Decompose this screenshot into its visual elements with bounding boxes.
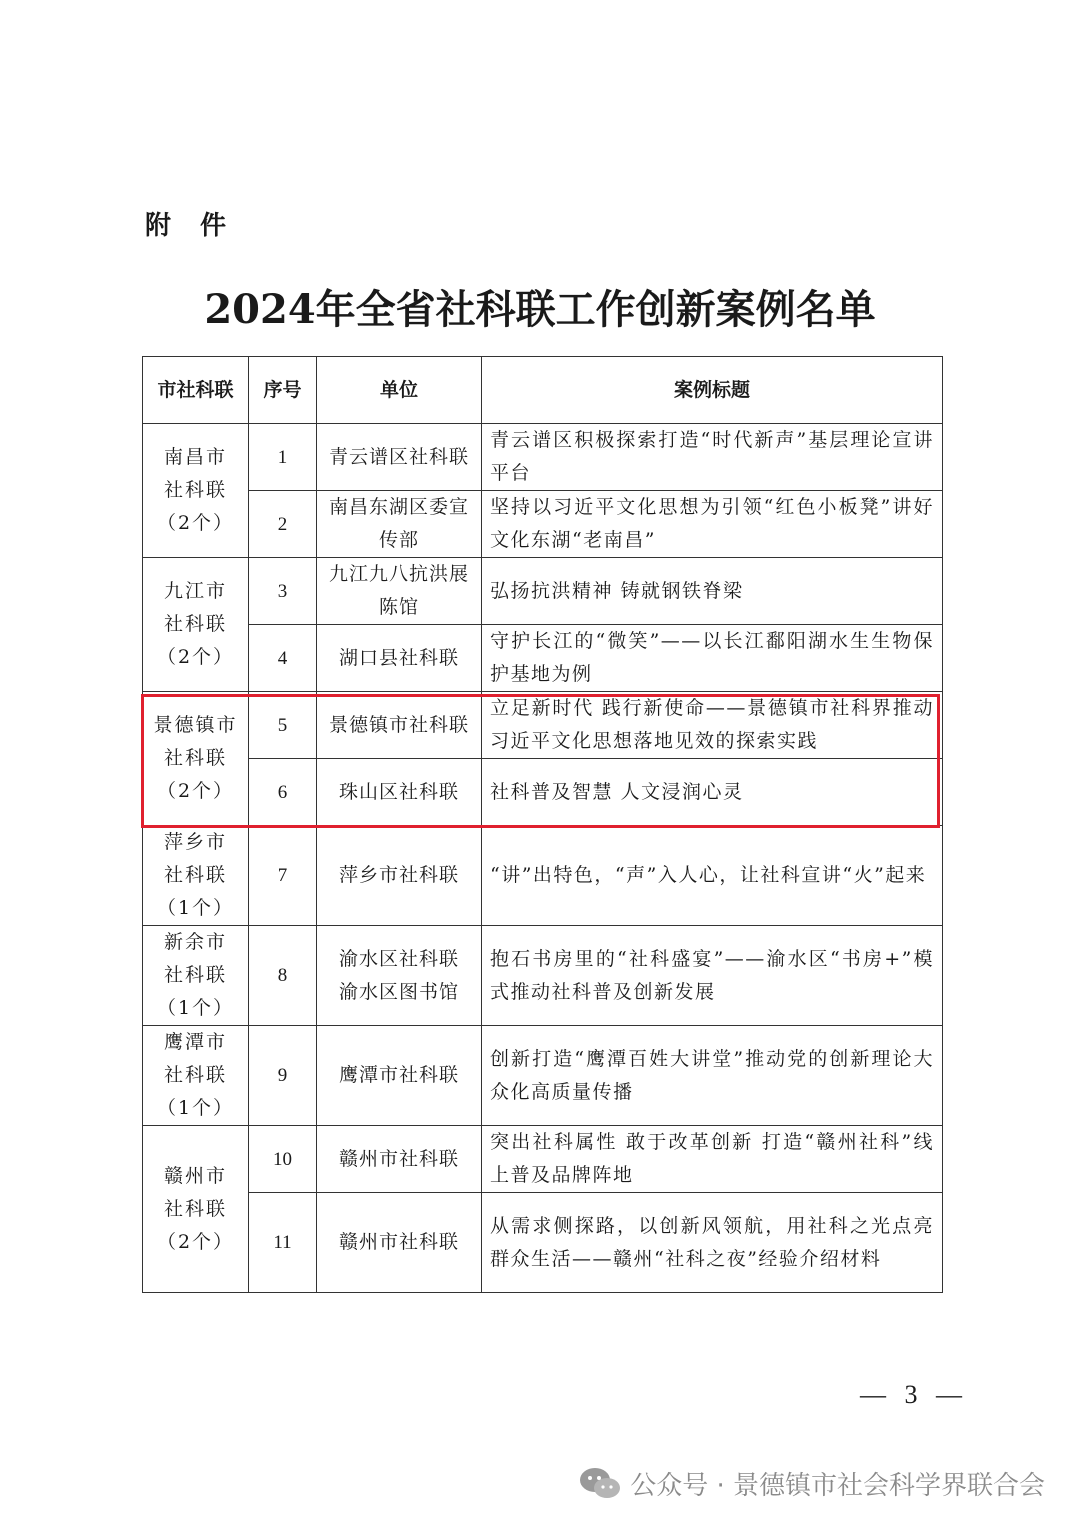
city-cell (143, 1126, 249, 1293)
table-row (143, 926, 943, 1026)
city-line: （2个） (156, 1230, 235, 1253)
seq-cell: 10 (249, 1126, 317, 1193)
unit-cell: 九江九八抗洪展陈馆 (317, 558, 482, 625)
case-title-cell: “讲”出特色，“声”入人心，让社科宣讲“火”起来 (482, 826, 943, 926)
city-line: 赣州市 (163, 1164, 227, 1187)
table-row (143, 625, 943, 692)
seq-cell: 11 (249, 1193, 317, 1293)
city-line: 鹰潭市 (163, 1031, 227, 1053)
table-row (143, 1026, 943, 1126)
unit-cell: 渝水区社科联 渝水区图书馆 (317, 926, 482, 1026)
unit-cell: 鹰潭市社科联 (317, 1026, 482, 1126)
case-title-cell: 抱石书房里的“社科盛宴”——渝水区“书房+”模式推动社科普及创新发展 (482, 926, 943, 1026)
case-title-cell: 坚持以习近平文化思想为引领“红色小板凳”讲好文化东湖“老南昌” (482, 491, 943, 558)
city-line: （2个） (156, 512, 235, 534)
table-row (143, 692, 943, 759)
city-line: （1个） (156, 1097, 235, 1119)
header-unit: 单位 (317, 357, 482, 424)
header-case: 案例标题 (482, 357, 943, 424)
city-line: 南昌市 (163, 446, 227, 468)
seq-cell: 4 (249, 625, 317, 692)
case-title-cell: 从需求侧探路，以创新风领航，用社科之光点亮群众生活——赣州“社科之夜”经验介绍材料 (482, 1193, 943, 1293)
city-line: （2个） (156, 646, 235, 668)
header-seq: 序号 (249, 357, 317, 424)
city-line: 社科联 (163, 1197, 227, 1220)
case-title-cell: 立足新时代 践行新使命——景德镇市社科界推动习近平文化思想落地见效的探索实践 (482, 692, 943, 759)
table-row (143, 1193, 943, 1293)
unit-cell: 珠山区社科联 (317, 759, 482, 826)
table-row (143, 759, 943, 826)
seq-cell: 1 (249, 424, 317, 491)
city-line: （1个） (156, 997, 235, 1019)
page-number: — 3 — (860, 1380, 968, 1409)
unit-cell: 湖口县社科联 (317, 625, 482, 692)
city-line: 社科联 (163, 864, 227, 886)
case-title-cell: 守护长江的“微笑”——以长江鄱阳湖水生生物保护基地为例 (482, 625, 943, 692)
case-title-cell: 社科普及智慧 人文浸润心灵 (482, 759, 943, 826)
city-cell (143, 558, 249, 692)
city-line: 社科联 (163, 747, 227, 769)
attachment-label: 附 件 (145, 211, 237, 241)
unit-cell: 景德镇市社科联 (317, 692, 482, 759)
case-table (142, 356, 943, 1293)
seq-cell: 5 (249, 692, 317, 759)
table-row (143, 826, 943, 926)
seq-cell: 9 (249, 1026, 317, 1126)
table-row (143, 558, 943, 625)
city-line: 社科联 (163, 964, 227, 986)
table-row (143, 1126, 943, 1193)
table-header-row (143, 357, 943, 424)
city-line: 九江市 (163, 580, 227, 602)
city-cell (143, 692, 249, 826)
watermark-text: 公众号 · 景德镇市社会科学界联合会 (630, 1471, 1045, 1501)
watermark (578, 1465, 1045, 1502)
seq-cell: 2 (249, 491, 317, 558)
city-line: 景德镇市 (153, 714, 238, 736)
city-line: 社科联 (163, 1064, 227, 1086)
case-title-cell: 弘扬抗洪精神 铸就钢铁脊梁 (482, 558, 943, 625)
unit-cell: 南昌东湖区委宣传部 (317, 491, 482, 558)
city-cell (143, 424, 249, 558)
city-line: 社科联 (163, 613, 227, 635)
city-cell (143, 1026, 249, 1126)
unit-cell: 青云谱区社科联 (317, 424, 482, 491)
city-line: （1个） (156, 897, 235, 919)
header-city: 市社科联 (143, 357, 249, 424)
city-line: （2个） (156, 780, 235, 802)
city-line: 萍乡市 (163, 831, 227, 853)
case-title-cell: 突出社科属性 敢于改革创新 打造“赣州社科”线上普及品牌阵地 (482, 1126, 943, 1193)
unit-cell: 赣州市社科联 (317, 1193, 482, 1293)
city-cell (143, 826, 249, 926)
wechat-icon (578, 1466, 622, 1502)
seq-cell: 7 (249, 826, 317, 926)
unit-cell: 赣州市社科联 (317, 1126, 482, 1193)
case-title-cell: 创新打造“鹰潭百姓大讲堂”推动党的创新理论大众化高质量传播 (482, 1026, 943, 1126)
table-row (143, 491, 943, 558)
seq-cell: 6 (249, 759, 317, 826)
city-cell (143, 926, 249, 1026)
case-title-cell: 青云谱区积极探索打造“时代新声”基层理论宣讲平台 (482, 424, 943, 491)
city-line: 新余市 (163, 931, 227, 953)
table-row (143, 424, 943, 491)
seq-cell: 3 (249, 558, 317, 625)
unit-cell: 萍乡市社科联 (317, 826, 482, 926)
document-title: 2024年全省社科联工作创新案例名单 (204, 286, 876, 333)
city-line: 社科联 (163, 479, 227, 501)
seq-cell: 8 (249, 926, 317, 1026)
